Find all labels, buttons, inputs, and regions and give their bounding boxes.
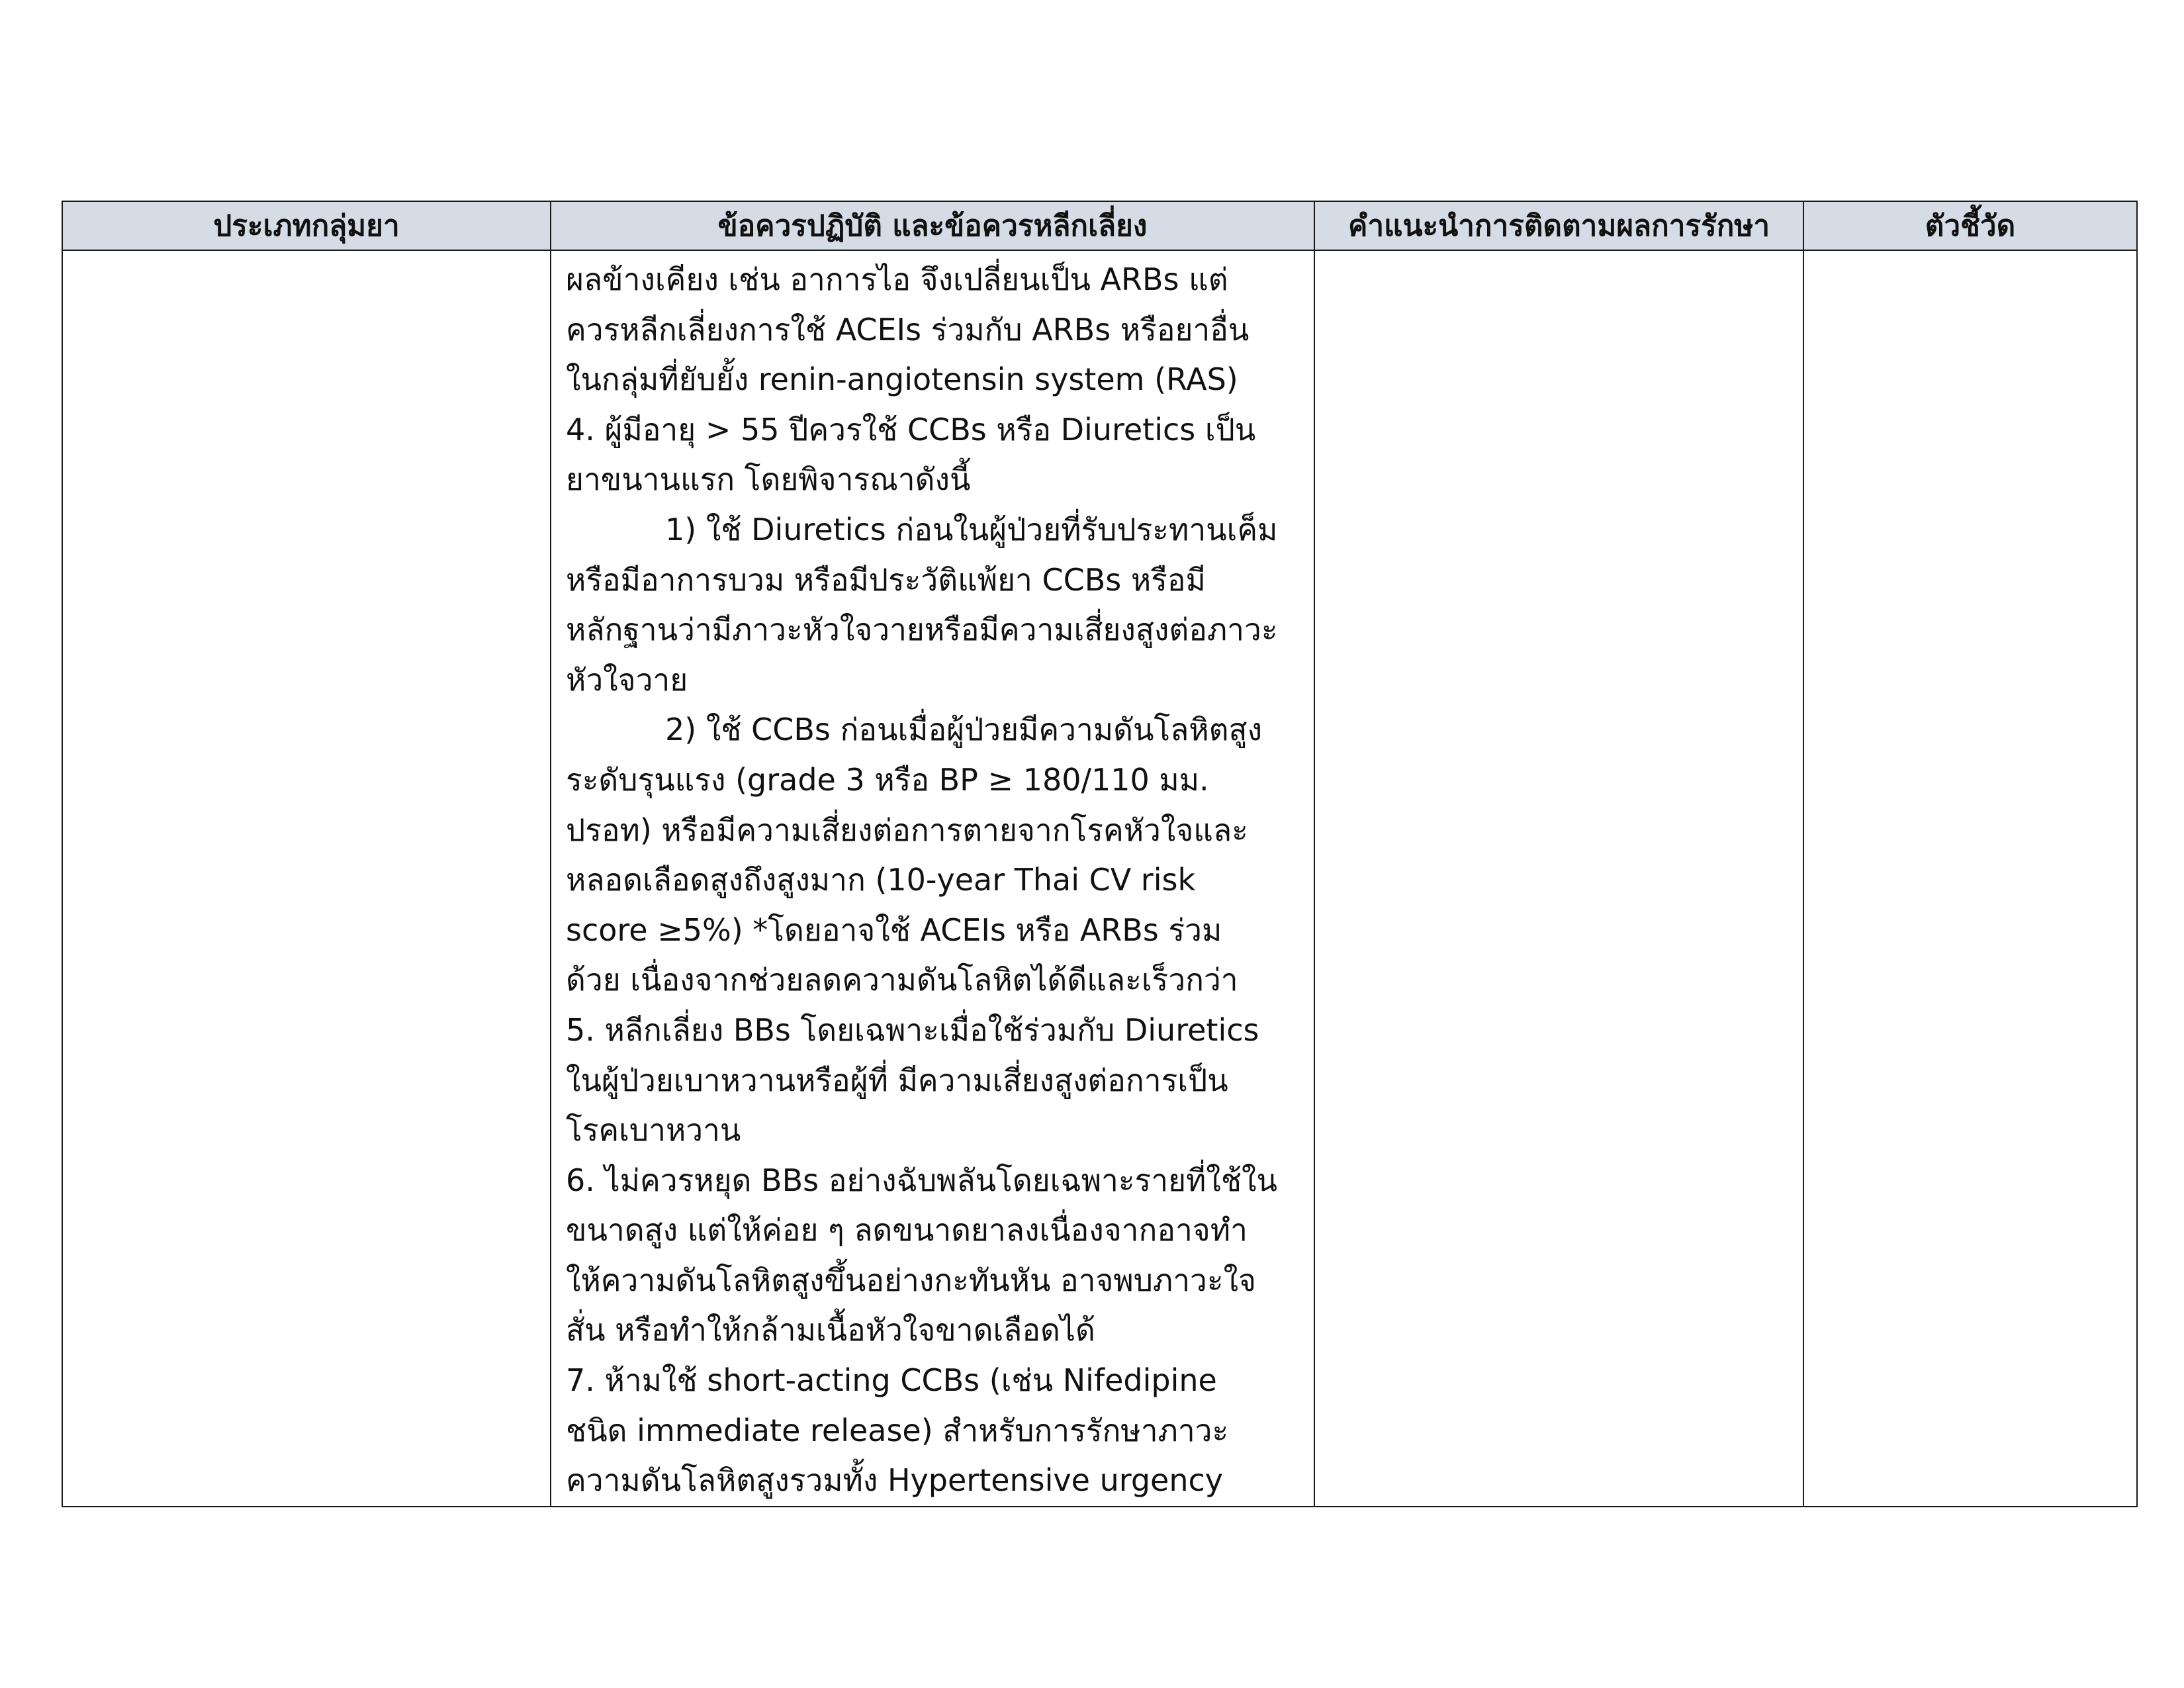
guideline-line: 6. ไม่ควรหยุด BBs อย่างฉับพลันโดยเฉพาะรายที่ใช้ใน (566, 1162, 1277, 1198)
guideline-line: ให้ความดันโลหิตสูงขึ้นอย่างกะทันหัน อาจพบภาวะใจ (566, 1262, 1256, 1298)
guideline-line: หลอดเลือดสูงถึงสูงมาก (10-year Thai CV risk (566, 862, 1196, 898)
guideline-line: ระดับรุนแรง (grade 3 หรือ BP ≥ 180/110 มม. (566, 761, 1209, 798)
header-practice-and-avoidance: ข้อควรปฏิบัติ และข้อควรหลีกเลี่ยง (551, 201, 1314, 250)
guideline-line: 7. ห้ามใช้ short-acting CCBs (เช่น Nifedipine (566, 1362, 1217, 1399)
drug-guideline-table (62, 201, 2138, 1507)
guideline-line: ยาขนานแรก โดยพิจารณาดังนี้ (566, 461, 971, 498)
indicator-cell (1803, 250, 2137, 1507)
guideline-line: ชนิด immediate release) สำหรับการรักษาภาวะ (566, 1412, 1229, 1448)
guideline-line: 4. ผู้มีอายุ > 55 ปีควรใช้ CCBs หรือ Diuretics เป็น (566, 411, 1256, 447)
guideline-line: ขนาดสูง แต่ให้ค่อย ๆ ลดขนาดยาลงเนื่องจากอาจทำ (566, 1212, 1248, 1248)
guideline-line: ควรหลีกเลี่ยงการใช้ ACEIs ร่วมกับ ARBs หรือยาอื่น (566, 311, 1250, 348)
header-indicator: ตัวชี้วัด (1803, 201, 2137, 250)
drug-group-cell (62, 250, 551, 1507)
table-row (62, 250, 2137, 1507)
guideline-line: 5. หลีกเลี่ยง BBs โดยเฉพาะเมื่อใช้ร่วมกับ Diuretics (566, 1011, 1259, 1048)
header-monitoring-advice: คำแนะนำการติดตามผลการรักษา (1314, 201, 1803, 250)
table-header-row (62, 201, 2137, 250)
guideline-line: 1) ใช้ Diuretics ก่อนในผู้ป่วยที่รับประทานเค็ม (665, 511, 1278, 547)
guideline-line: ในผู้ป่วยเบาหวานหรือผู้ที่ มีความเสี่ยงสูงต่อการเป็น (566, 1062, 1228, 1098)
guideline-line: หรือมีอาการบวม หรือมีประวัติแพ้ยา CCBs หรือมี (566, 561, 1206, 598)
monitoring-advice-cell (1314, 250, 1803, 1507)
guideline-line: ในกลุ่มที่ยับยั้ง renin-angiotensin system (RAS) (566, 361, 1238, 398)
guideline-line: ปรอท) หรือมีความเสี่ยงต่อการตายจากโรคหัวใจและ (566, 812, 1248, 848)
guideline-line: หลักฐานว่ามีภาวะหัวใจวายหรือมีความเสี่ยงสูงต่อภาวะ (566, 612, 1278, 648)
header-drug-group: ประเภทกลุ่มยา (62, 201, 551, 250)
guideline-line: ด้วย เนื่องจากช่วยลดความดันโลหิตได้ดีและเร็วกว่า (566, 962, 1238, 998)
guideline-line: โรคเบาหวาน (566, 1112, 741, 1149)
guideline-line: ผลข้างเคียง เช่น อาการไอ จึงเปลี่ยนเป็น ARBs แต่ (566, 261, 1228, 297)
guideline-line: สั่น หรือทำให้กล้ามเนื้อหัวใจขาดเลือดได้ (566, 1312, 1095, 1348)
practice-and-avoidance-cell (551, 250, 1314, 1507)
guideline-line: ความดันโลหิตสูงรวมทั้ง Hypertensive urgency (566, 1462, 1223, 1499)
guideline-line: 2) ใช้ CCBs ก่อนเมื่อผู้ป่วยมีความดันโลหิตสูง (665, 712, 1263, 748)
guideline-line: score ≥5%) *โดยอาจใช้ ACEIs หรือ ARBs ร่วม (566, 912, 1222, 948)
guideline-line: หัวใจวาย (566, 661, 688, 698)
